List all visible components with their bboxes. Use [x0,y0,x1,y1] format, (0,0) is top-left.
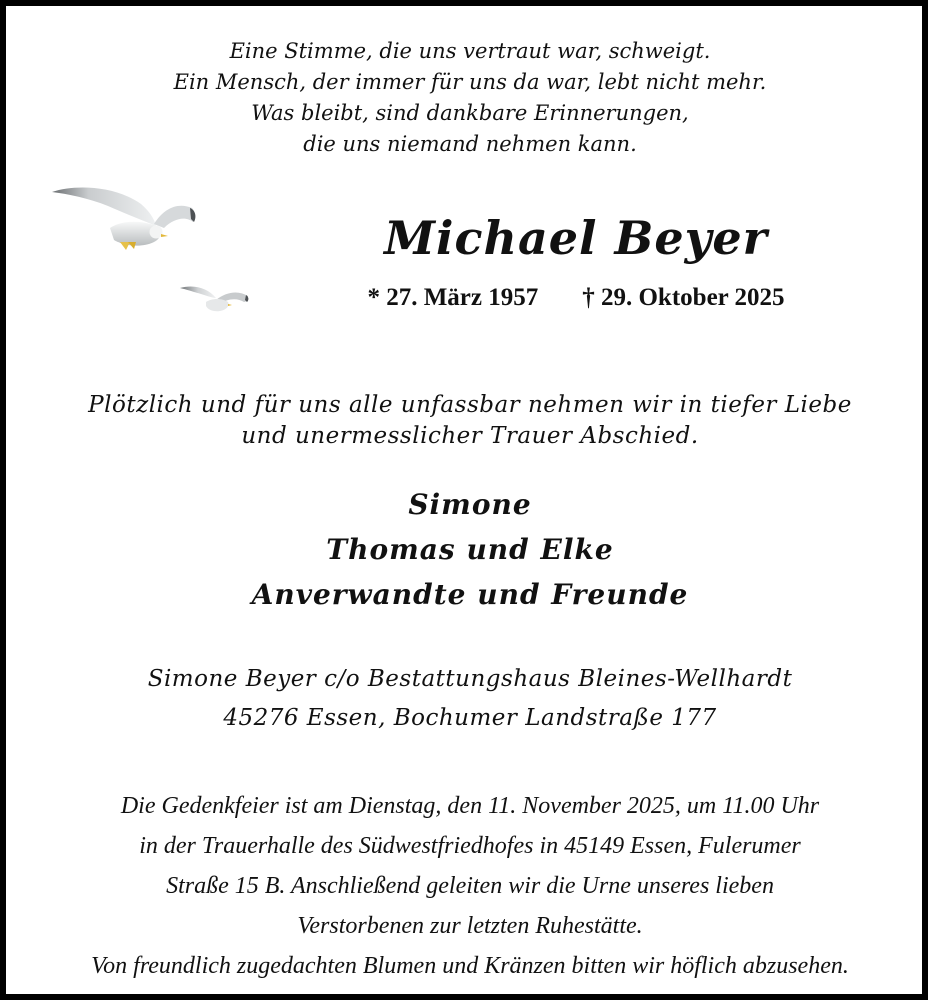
poem-line: Eine Stimme, die uns vertraut war, schweigt. [229,39,711,63]
mourner: Thomas und Elke [326,533,614,566]
mourners-list [6,482,928,617]
deceased-name: Michael Beyer [384,211,768,265]
intro-line: Plötzlich und für uns alle unfassbar nehmen wir in tiefer Liebe [88,392,852,418]
poem-line: Ein Mensch, der immer für uns da war, lebt nicht mehr. [173,70,767,94]
seagull-large-icon [46,178,201,260]
birth-date: * 27. März 1957 [367,284,539,311]
poem-line: die uns niemand nehmen kann. [303,132,637,156]
mourner: Anverwandte und Freunde [251,578,689,611]
poem-line: Was bleibt, sind dankbare Erinnerungen, [251,101,689,125]
ceremony-line: Straße 15 B. Anschließend geleiten wir die Urne unseres lieben [166,873,774,899]
ceremony-line: Die Gedenkfeier ist am Dienstag, den 11. November 2025, um 11.00 Uhr [120,793,820,819]
address-line: Simone Beyer c/o Bestattungshaus Bleines-Wellhardt [147,666,793,692]
ceremony-line: Von freundlich zugedachten Blumen und Kränzen bitten wir höflich abzusehen. [91,953,849,979]
poem [6,36,928,160]
contact-address [6,660,928,738]
seagull-small-icon [176,282,252,318]
mourner: Simone [408,488,532,521]
ceremony-details [6,786,928,986]
address-line: 45276 Essen, Bochumer Landstraße 177 [223,705,717,731]
ceremony-line: Verstorbenen zur letzten Ruhestätte. [297,913,643,939]
life-dates [336,284,816,312]
intro-line: und unermesslicher Trauer Abschied. [241,423,699,449]
intro-text [6,390,928,452]
death-date: † 29. Oktober 2025 [582,284,785,311]
ceremony-line: in der Trauerhalle des Südwestfriedhofes in 45149 Essen, Fulerumer [139,833,801,859]
